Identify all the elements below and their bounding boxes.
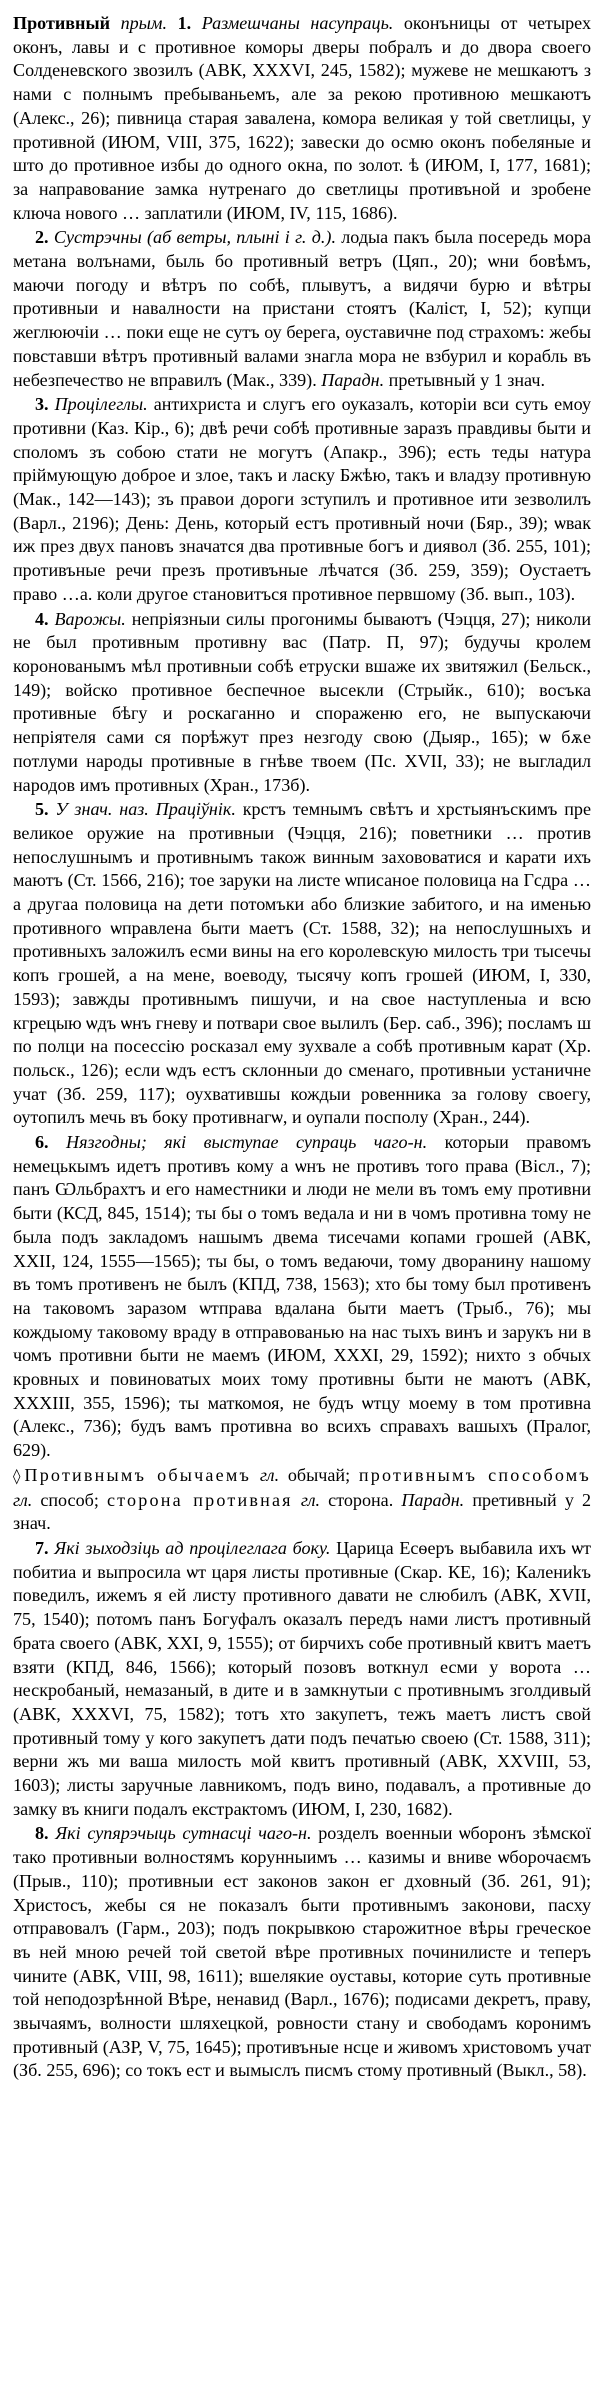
entry-headword: Противный [13, 13, 111, 33]
sense-number: 3. [35, 394, 49, 415]
sense-gloss: У знач. наз. Праціўнік. [55, 799, 236, 820]
paradigm-text: претывный у 1 знач. [384, 369, 545, 390]
phrase-3-gloss: сторона. [320, 1489, 402, 1510]
sense-number: 1. [177, 13, 192, 33]
phrase-2: противнымъ способомъ [358, 1464, 591, 1485]
sense-gloss: Варожы. [54, 608, 126, 629]
entry-sense-8 [13, 1822, 591, 2083]
sense-number: 6. [35, 1132, 49, 1153]
entry-sense-3 [13, 393, 591, 606]
sense-text: Царица Есѳеръ выбавила ихъ ѡт побитиа и выпросила ѡт царя листы противные (Скар. КЕ, 16); Калениkъ поведилъ, ижемъ я ей листу противного давати не слюбилъ (АВК, XVII, 75, 1540); потомъ панъ Богуфалъ оказалъ передъ нами листъ противный брата своего (АВК, XXI, 9, 1555); от бирчихъ собе противный квитъ маетъ взяти (КПД, 846, 1566); который позовъ воткнул есми у ворота … нескрoбаный, немазаный, в дите и в замкнутыи с противнымъ зголдивый (АВК, XXXVI, 75, 1582); тотъ хто закупетъ, тежъ маетъ листъ свой противный тому у кого закупетъ дати подъ печатью своею (Ст. 1588, 311); верни жъ ми ваша милость мой квитъ противный (АВК, XXVIII, 53, 1603); листы заручные лавникомъ, подъ вино, подавалъ, а противные до замку въ книги подалъ екстрактомъ (ИЮМ, I, 230, 1682). [13, 1538, 591, 1819]
sense-text: непріязныи силы прогонимы бываютъ (Чэцця, 27); николи не был противным противну вас (Патр. П, 97); будучы кролем коронованымъ мѣл противныи собѣ етруски вшаже их звитяжил (Бельск., 149); войско противное беспечное высекли (Стрыйк., 610); восъка противные бѣгу и роскаганно и спораженю его, не выпускаючи непріятеля сами ся порѣжут през незгоду свою (Дыяр., 165); ѡ бѫе потлуми народы противные в гнѣве твоем (Пс. XVII, 33); не выгладил народов имъ противных (Хран., 173б). [13, 608, 592, 795]
sense-gloss: Які супярэчыць сутнасці чаго-н. [55, 1823, 312, 1844]
sense-gloss: Сустрэчны (аб ветры, плыні і г. д.). [53, 227, 336, 248]
paradigm-label: Парадн. [401, 1489, 465, 1510]
paradigm-text: претивный у 2 знач. [13, 1489, 592, 1534]
diamond-icon: ◊ [13, 1466, 21, 1485]
entry-pos: прым. [120, 13, 167, 33]
sense-number: 7. [35, 1538, 49, 1558]
sense-number: 5. [35, 799, 49, 820]
phrase-1-tag: гл. [259, 1464, 280, 1485]
entry-sense-4 [13, 608, 591, 798]
phrase-3: сторона противная [106, 1489, 293, 1510]
sense-text: лодыа пакъ была посередь мора метана волънами, быль бо противный ветръ (Цяп., 20); ѡни бовѣмъ, маючи погоду и вѣтръ по собѣ, плывутъ, а видячи бурю и вѣтры противныи и навалности на пристани стоятъ (Каліст, I, 52); купци жеглюючіи … поки еще не сутъ оу берега, оуставичне под страхомъ: жебы повставши вѣтръ противный валами знагла мора не взбурил и корабль въ небезпечество не вправилъ (Мак., 339). [13, 227, 591, 390]
sense-text: оконъницы от четырех оконъ, лавы и с противное коморы дверы побралъ и до двора своего Солденевского звозилъ (АВК, XXXVI, 245, 1582); мужеве не мешкаютъ з нами с полнымъ пребываньемъ, але за рекою противною мешкаютъ (Алекс., 26); пивница старая завалена, комора великая у той светлицы, у противной (ИЮМ, VIII, 375, 1622); завески до осмю оконъ побеляные и што до противное избы до одного окна, по золот. ѣ (ИЮМ, I, 177, 1681); за направование замка нутренаго до светлицы противъной и зробене ключа нового … заплатили (ИЮМ, IV, 115, 1686). [13, 13, 591, 223]
sense-gloss: Нязгодны; які выступае супраць чаго-н. [66, 1132, 428, 1153]
entry-sense-2 [13, 226, 591, 392]
sense-gloss: Які зыходзіць ад процілеглага боку. [54, 1538, 331, 1558]
entry-sense-1 [13, 12, 591, 225]
sense-number: 8. [35, 1823, 49, 1844]
phrase-3-tag: гл. [300, 1489, 321, 1510]
phrase-1: Противнымъ обычаемъ [24, 1464, 252, 1485]
sense-gloss: Размешчаны насупраць. [201, 13, 394, 33]
paradigm-label: Парадн. [321, 369, 385, 390]
sense-number: 4. [35, 608, 49, 629]
entry-sense-7 [13, 1537, 591, 1821]
sense-text: крстъ темнымъ свѣтъ и хрстыянъскимъ пре великое оружие на противныи (Чэцця, 216); поветники … против непослушнымъ и противнымъ також винным захововатися и карати ихъ маютъ (Ст. 1566, 216); тое заруки на листе ѡписаное половица на Гсдра … а другаа половица на дети потомъки або близкие забитого, и на именью противного ѡправлена быти маетъ (Ст. 1588, 32); на непослушныхъ и противныхъ заложилъ есми вины на его королевскую милость три тысечы копъ грошей, а на мене, воеводу, тысячу копъ грошей (ИЮМ, I, 330, 1593); завжды противнымъ пишучи, и на свое наступленыа и всю кгрецыю ѡдъ ѡнъ гневу и потвари свое вылилъ (Бер. саб., 396); посламъ ш по полци на посессію росказал ему зухвале а собѣ противным карат (Хр. польск., 126); если ѡдъ естъ склонныи до сменаго, противныи устаничне учат (Зб. 259, 117); оухватившы кождыи ровенника за голову своегу, оутопилъ мечь въ боку противнагѡ, и оупали посполу (Хран., 244). [13, 799, 592, 1128]
sense-text: розделъ военныи ѡборонъ зѣмскої тако противныи волностямъ корунныимъ … казимы и вниве ѡборочаємъ (Прыв., 110); противныи ест законов закон ег дховный (Зб. 261, 91); Христосъ, жебы ся не показалъ быти противнымъ законови, пасху отправовалъ (Гарм., 203); подъ покрывкою старожитное вѣры греческое въ ней мною речей той светой вѣре противных починилистe и теперъ чините (АВК, VIII, 98, 1611); вшелякие оуставы, которие суть противные той неподозрѣнной Вѣре, ненавид (Варл., 1676); подисами декретъ, праву, звычаямъ, волности шляхецкой, ровности стану и свободамъ коронимъ противный (АЗР, V, 75, 1645); противъные нсце и живомъ христовомъ учат (Зб. 255, 696); со токъ ест и вымыслъ писмъ стому противный (Выкл., 58). [13, 1823, 591, 2081]
phrase-block [13, 1464, 591, 1536]
sense-number: 2. [35, 227, 49, 248]
sense-text: которыи правомъ немецькымъ идетъ противъ кому а ѡнъ не противъ того права (Віcл., 7); панъ Ѡльбрахтъ и его наместники и люди не мели въ томъ ему противни быти (КСД, 845, 1514); ты бы о томъ ведала и ни в чомъ противна тому не была подъ закладомъ нашымъ двема тисечами копами грошей (АВК, XXII, 124, 1555—1565); ты бы, о томъ ведаючи, тому дворанину нашому въ томъ противенъ не былъ (КПД, 738, 1563); хто бы тому был противенъ на таковомъ заразом ѡтправа вдалана быти маетъ (Трыб., 76); мы кождыому таковому враду в отправованью на нас тыхъ винъ и зарукъ ни в чомъ противни быти не маемъ (ИЮМ, XXXI, 29, 1592); нихто з обчых кровных и повиноватых моих тому противны быти не маютъ (АВК, XXXIII, 355, 1596); ты маткомоя, не будъ ѡтцу моему в том противна (Алекс., 736); будъ вамъ противна во всихъ справахъ вашыхъ (Пралог, 629). [13, 1132, 591, 1461]
phrase-1-gloss: обычай; [279, 1464, 359, 1485]
entry-sense-5 [13, 798, 591, 1130]
sense-text: антихриста и слугъ его оуказалъ, которіи вси суть емоу противни (Каз. Кір., 6); двѣ речи собѣ противные заразъ правдивы быти и споломъ зъ собою стати не могутъ (Апакр., 396); есть теды натура пріймующую доброе и злое, такъ и ласку Бжѣю, такъ и владзу противную (Мак., 142—143); зъ правои дороги зступилъ и противное ити зезволилъ (Варл., 2196); День: День, который естъ противный ночи (Бяр., 39); ѡвак иж през двух пановъ значатся два противные богъ и диявол (Зб. 255, 101); противъные речи презъ противъные лѣчатся (Зб. 259, 359); Оустаетъ право …а. коли другое становитъся противное первшому (Зб. вып., 103). [13, 394, 592, 604]
phrase-2-tag: гл. [13, 1489, 33, 1510]
sense-gloss: Процілеглы. [54, 394, 148, 415]
entry-sense-6 [13, 1131, 591, 1463]
phrase-2-gloss: способ; [32, 1489, 107, 1510]
